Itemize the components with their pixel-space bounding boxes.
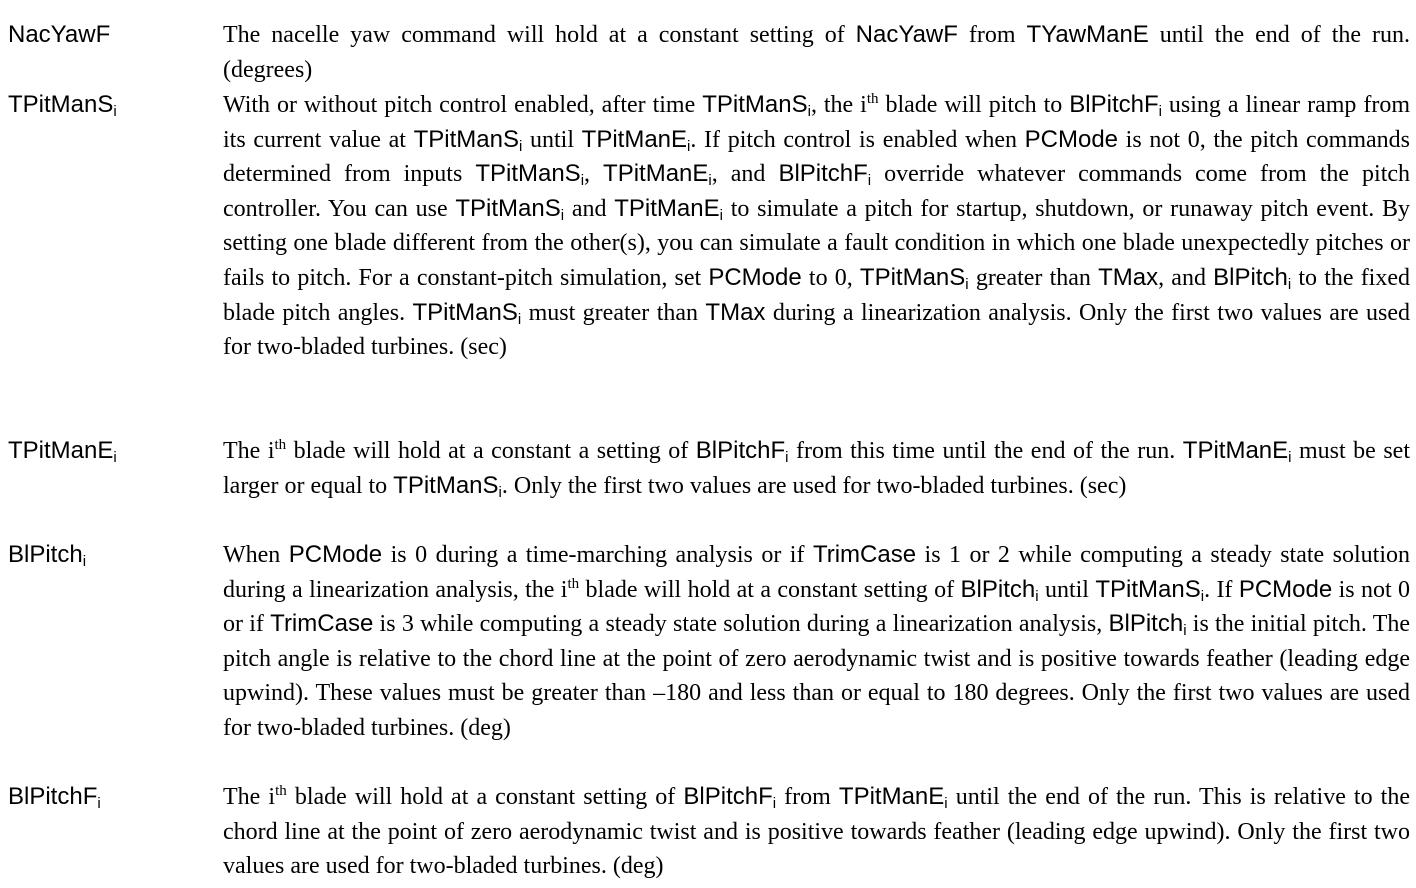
parameter-name <box>412 299 521 326</box>
description-text: is not 0, the pitch commands determined from inputs <box>223 126 1410 188</box>
parameter-subscript: i <box>1183 622 1187 640</box>
parameter-name-text: TPitManS <box>412 298 518 326</box>
description-text: The i <box>223 784 276 810</box>
parameter-name-text: TPitManS <box>455 194 561 222</box>
parameter-subscript: i <box>1287 275 1292 293</box>
parameter-subscript: i <box>867 172 872 190</box>
parameter-name <box>705 299 765 326</box>
description-text: is the initial pitch. The pitch angle is relative to the chord line at the point of zero aerodynamic twist and is positive towards feather (leading edge upwind). These values must be greater than –180 and less than or equal to 180 degrees. Only the first two values are used for two-bladed turbines. (deg) <box>223 611 1411 741</box>
term-description <box>223 538 1410 746</box>
parameter-name <box>393 472 502 499</box>
parameter-name-text: BlPitchF <box>695 437 786 464</box>
description-text: When <box>223 542 289 568</box>
parameter-name <box>1239 576 1332 603</box>
parameter-name <box>1098 264 1158 291</box>
ordinal-superscript: th <box>274 437 287 453</box>
parameter-name-text: TrimCase <box>270 610 374 638</box>
parameter-name-text: TPitManS <box>413 125 519 153</box>
description-text: using a linear ramp from its current value at <box>223 92 1411 153</box>
parameter-subscript: i <box>687 137 691 155</box>
description-text: until <box>1038 576 1096 603</box>
term-label <box>8 538 86 573</box>
description-text: . Only the first two values are used for two-bladed turbines. (sec) <box>501 472 1127 499</box>
description-text: must be set larger or equal to <box>223 438 1410 499</box>
parameter-subscript: i <box>517 310 522 328</box>
description-text: blade will hold at a constant setting of <box>579 576 961 603</box>
parameter-name-text: NacYawF <box>855 21 958 48</box>
description-text: until the end of the run. (degrees) <box>223 22 1411 83</box>
parameter-name-text: TPitManS <box>1095 575 1201 603</box>
parameter-name <box>614 195 723 222</box>
parameter-name-text: BlPitchF <box>683 783 773 810</box>
parameter-name <box>475 160 585 190</box>
parameter-name <box>1025 126 1118 153</box>
description-text: until the end of the run. This is relative to the chord line at the point of zero aerodynamic twist and is positive towards feather (leading edge upwind). Only the first two values are used for two-bladed turbines. (deg) <box>223 784 1411 880</box>
description-text: , and <box>711 161 779 188</box>
term-label <box>8 434 117 469</box>
term-label <box>8 780 101 815</box>
description-text: is not 0 or if <box>223 576 1411 638</box>
description-text: blade will pitch to <box>878 92 1070 118</box>
parameter-name <box>860 264 969 291</box>
parameter-name <box>1183 437 1292 464</box>
term-description <box>223 18 1410 87</box>
description-text: With or without pitch control enabled, after time <box>223 92 703 118</box>
description-text: to 0, <box>801 264 860 291</box>
parameter-name <box>813 541 916 568</box>
description-text: is 3 while computing a steady state solution during a linearization analysis, <box>373 611 1109 638</box>
description-text: blade will hold at a constant setting of <box>286 784 684 810</box>
ordinal-superscript: th <box>567 575 580 592</box>
description-text: , <box>584 161 604 188</box>
parameter-subscript: i <box>1035 587 1039 605</box>
parameter-subscript: i <box>772 795 777 812</box>
parameter-name <box>696 437 789 464</box>
parameter-name-text: BlPitchF <box>1069 91 1159 118</box>
ordinal-superscript: th <box>866 91 879 107</box>
parameter-subscript: i <box>807 103 811 120</box>
parameter-name <box>603 160 712 190</box>
description-text: override whatever commands come from the pitch controller. You can use <box>223 161 1411 222</box>
term-subscript: i <box>113 449 117 466</box>
description-text: from this time until the end of the run. <box>788 438 1183 464</box>
parameter-name <box>1027 21 1149 48</box>
parameter-subscript: i <box>785 449 789 466</box>
parameter-name <box>270 610 373 637</box>
term-name: TPitManE <box>8 437 114 464</box>
parameter-name-text: TPitManS <box>475 160 581 188</box>
parameter-name-text: PCMode <box>288 541 383 568</box>
parameter-name-text: TPitManE <box>603 160 709 188</box>
parameter-name <box>856 21 958 48</box>
parameter-name <box>1108 610 1187 640</box>
parameter-name <box>289 541 382 568</box>
parameter-subscript: i <box>560 206 565 224</box>
term-description <box>223 780 1410 884</box>
parameter-name-text: PCMode <box>708 263 802 291</box>
term-description <box>223 88 1410 365</box>
parameter-name <box>1069 91 1162 118</box>
parameter-subscript: i <box>518 137 523 155</box>
description-text: , the i <box>810 92 867 118</box>
term-label <box>8 18 110 53</box>
parameter-subscript: i <box>965 275 969 293</box>
description-text: The nacelle yaw command will hold at a constant setting of <box>223 22 856 48</box>
description-text: is 0 during a time-marching analysis or if <box>382 542 813 568</box>
parameter-subscript: i <box>1288 449 1292 466</box>
parameter-subscript: i <box>1158 103 1162 120</box>
parameter-name-text: TPitManE <box>1182 437 1289 464</box>
term-name: TPitManS <box>8 91 114 118</box>
description-text: is 1 or 2 while computing a steady state solution during a linearization analysis, the i <box>223 542 1411 603</box>
term-label <box>8 88 117 123</box>
parameter-name <box>582 126 691 153</box>
parameter-subscript: i <box>719 206 723 224</box>
parameter-name-text: TYawManE <box>1026 21 1149 48</box>
parameter-name-text: TPitManS <box>393 471 499 499</box>
description-text: The i <box>223 438 275 464</box>
parameter-name-text: BlPitch <box>960 575 1036 603</box>
description-text: . If pitch control is enabled when <box>690 126 1025 153</box>
parameter-name-text: TrimCase <box>812 541 917 568</box>
description-text: from <box>957 22 1027 48</box>
description-text: must greater than <box>521 299 706 326</box>
parameter-subscript: i <box>498 483 502 501</box>
parameter-name-text: TPitManS <box>859 263 966 291</box>
ordinal-superscript: th <box>275 783 287 799</box>
parameter-subscript: i <box>580 172 585 190</box>
term-name: NacYawF <box>8 21 111 48</box>
term-name: BlPitchF <box>8 783 98 810</box>
description-text: , and <box>1158 264 1214 291</box>
parameter-subscript: i <box>1200 587 1205 605</box>
description-text: to the fixed blade pitch angles. <box>223 264 1411 326</box>
parameter-name <box>414 126 523 153</box>
parameter-name <box>1095 576 1204 603</box>
term-description <box>223 434 1410 503</box>
parameter-name-text: TPitManS <box>702 91 808 118</box>
parameter-name <box>778 160 872 190</box>
parameter-name-text: TPitManE <box>614 194 720 222</box>
description-text: and <box>564 195 615 222</box>
description-text: greater than <box>968 264 1099 291</box>
description-text: until <box>522 126 582 153</box>
parameter-name <box>708 264 801 291</box>
description-text: to simulate a pitch for startup, shutdown, or runaway pitch event. By setting one blade different from the other(s), you can simulate a fault condition in which one blade unexpectedly pitches or fails to pitch. For a constant-pitch simulation, set <box>223 195 1410 291</box>
term-subscript: i <box>97 795 101 812</box>
description-text: . If <box>1204 576 1239 603</box>
parameter-name <box>455 195 564 222</box>
parameter-name-text: PCMode <box>1238 575 1333 603</box>
parameter-name-text: TPitManE <box>581 125 688 153</box>
description-text: from <box>776 784 839 810</box>
parameter-subscript: i <box>944 795 948 812</box>
parameter-name <box>702 91 811 118</box>
description-text: blade will hold at a constant a setting of <box>286 438 696 464</box>
parameter-subscript: i <box>708 172 712 190</box>
term-name: BlPitch <box>8 541 83 568</box>
parameter-name-text: PCMode <box>1024 125 1119 153</box>
parameter-name <box>961 576 1039 603</box>
parameter-name-text: BlPitchF <box>778 160 868 188</box>
parameter-name-text: TPitManE <box>838 783 945 810</box>
description-text: during a linearization analysis. Only the first two values are used for two-bladed turbines. (sec) <box>223 299 1410 361</box>
parameter-name <box>1213 264 1291 291</box>
term-subscript: i <box>113 103 117 120</box>
parameter-name <box>839 783 948 810</box>
parameter-name-text: BlPitch <box>1108 610 1184 638</box>
term-subscript: i <box>82 553 87 570</box>
parameter-name-text: TMax <box>1098 263 1159 291</box>
parameter-name <box>683 783 776 810</box>
parameter-name-text: TMax <box>705 298 766 326</box>
parameter-name-text: BlPitch <box>1213 263 1288 291</box>
